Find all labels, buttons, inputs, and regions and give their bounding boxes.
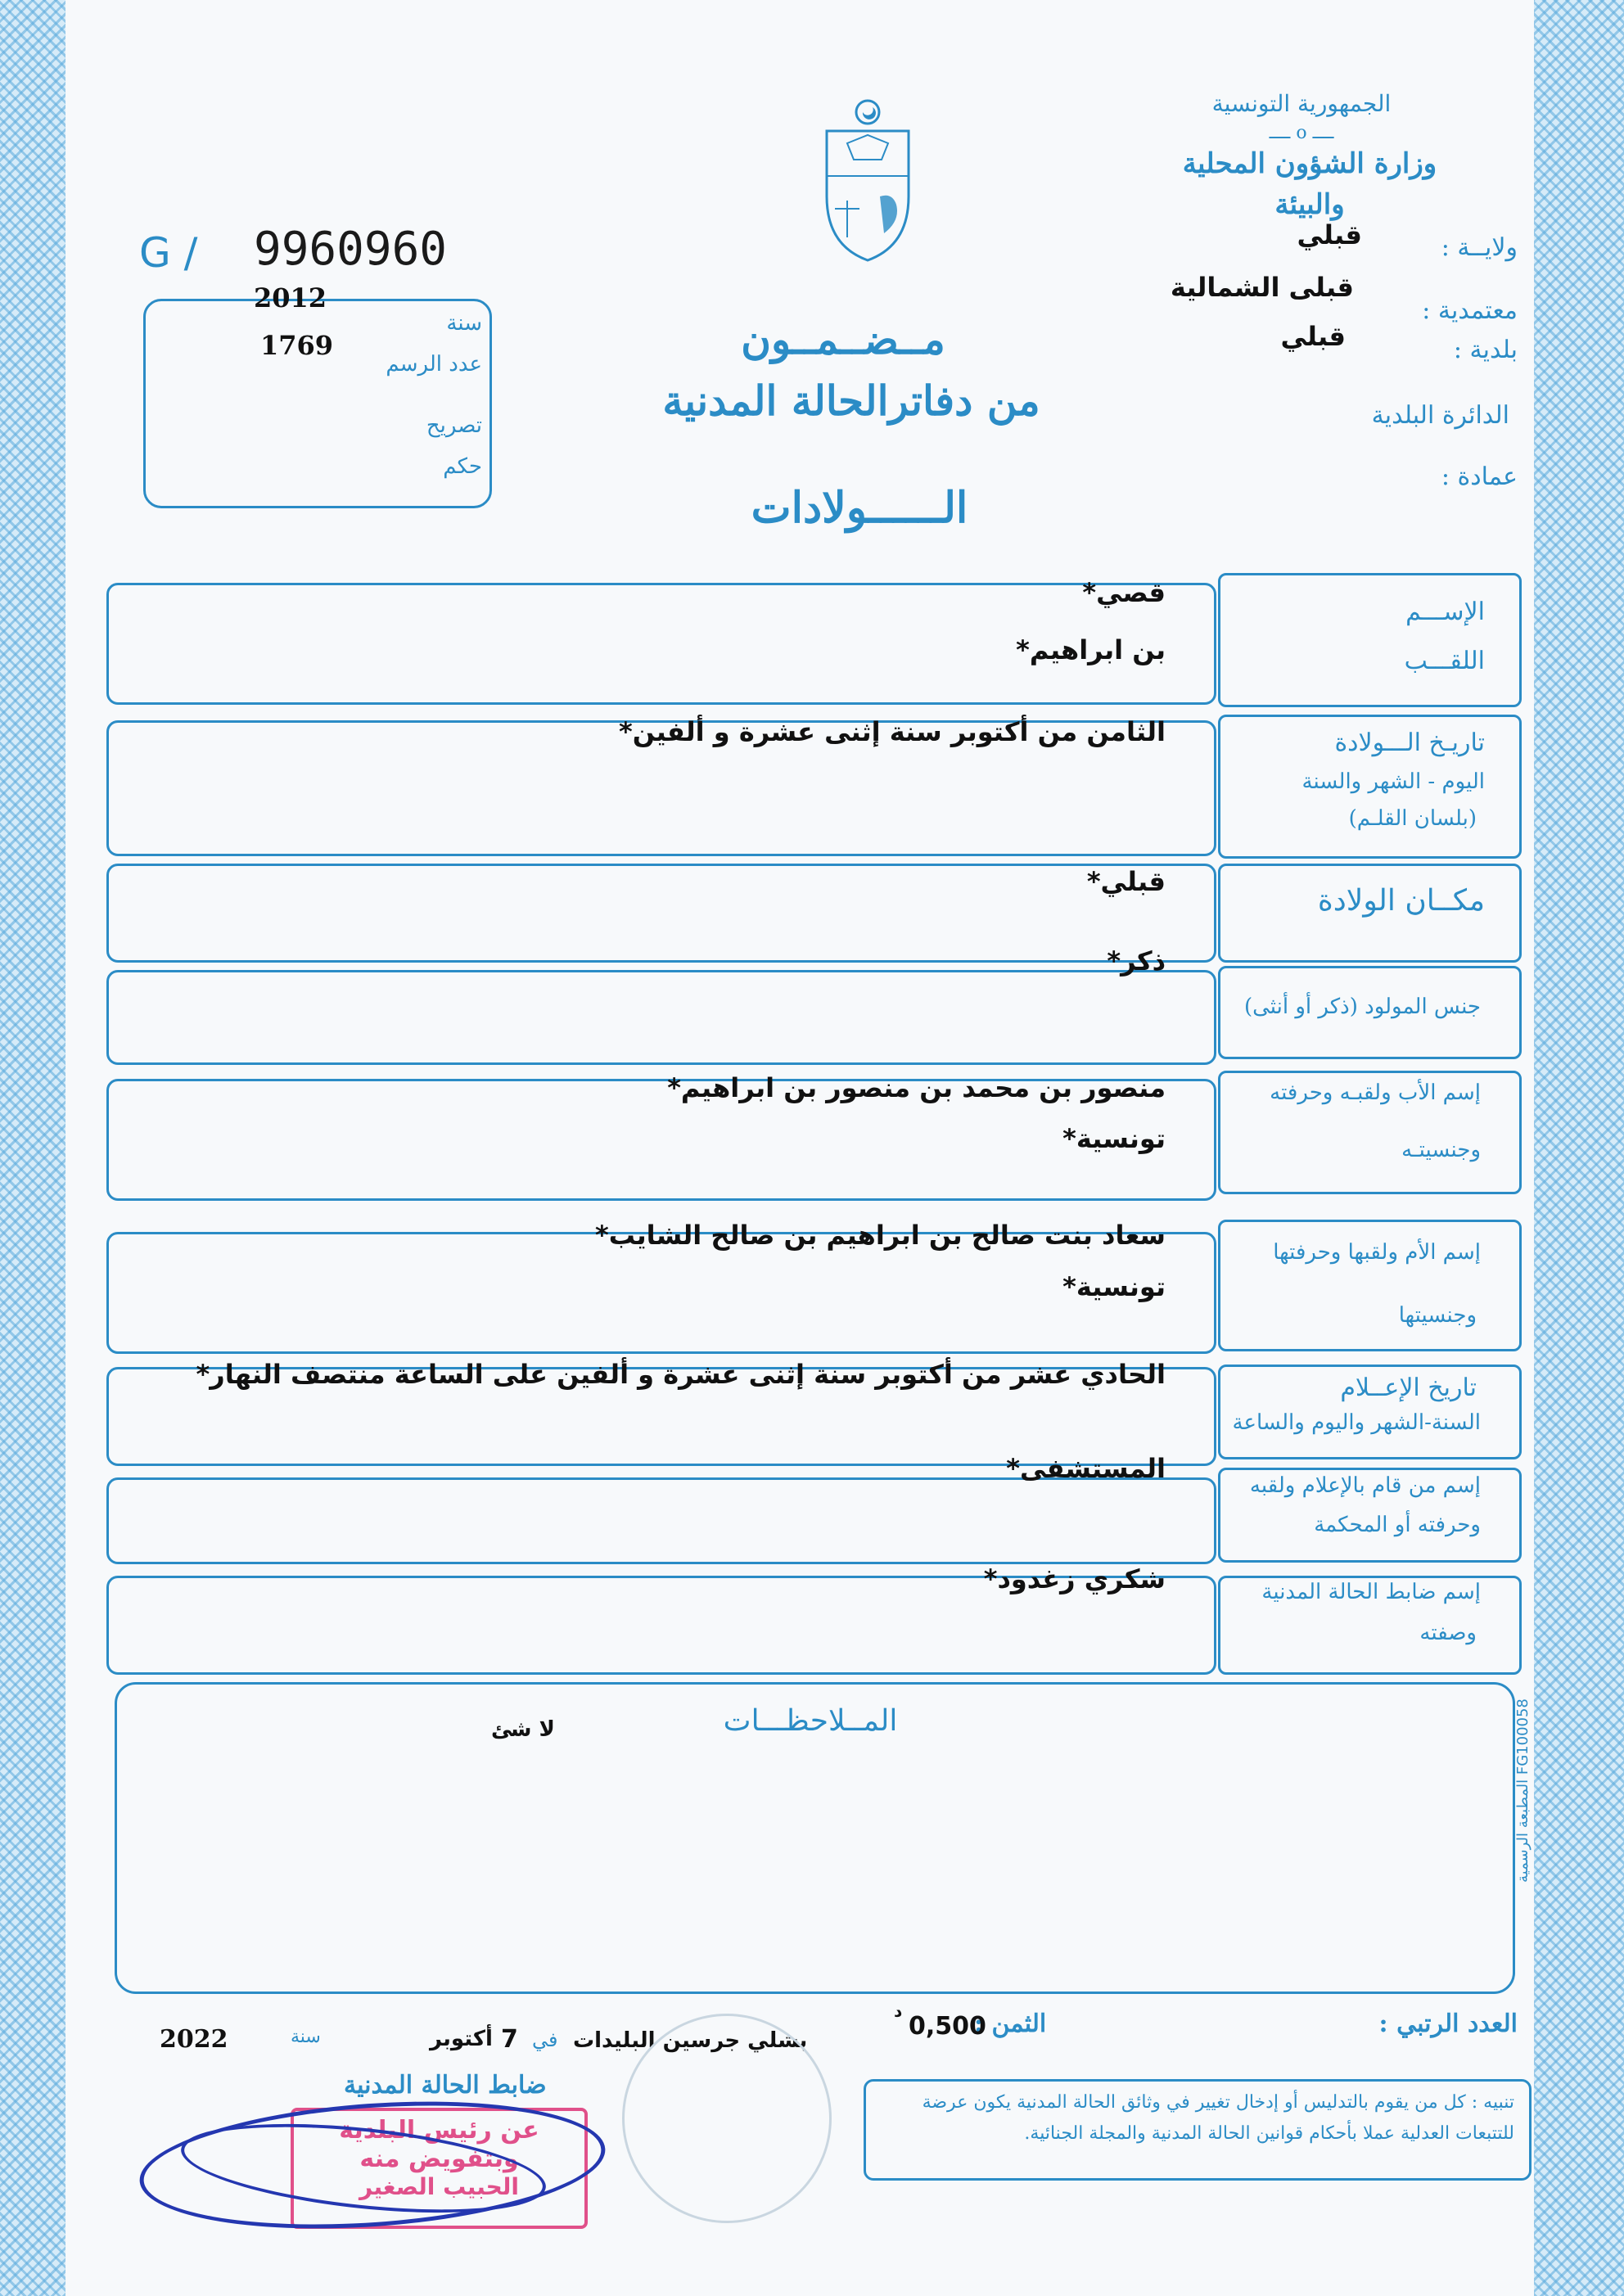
mother-value: سعاد بنت صالح بن ابراهيم بن صالح الشايب* <box>595 1220 1166 1251</box>
sex-label: جنس المولود (ذكر أو أنثى) <box>1243 995 1481 1019</box>
wilaya-value: قبلي <box>1297 219 1362 250</box>
motamadiya-value: قبلى الشمالية <box>1170 272 1354 303</box>
in-label: في <box>532 2028 558 2051</box>
notes-value: لا شئ <box>491 1717 555 1742</box>
name-label: الإســـم <box>1405 598 1485 626</box>
birth-place-label: مكــان الولادة <box>1317 884 1485 918</box>
issue-day: 7 <box>501 2025 518 2054</box>
father-nationality-label: وجنسيتـه <box>1401 1138 1481 1162</box>
serial-number-label: العدد الرتبي : <box>1378 2010 1518 2038</box>
omda-label: عمادة : <box>1441 462 1518 491</box>
father-value: منصور بن محمد بن منصور بن ابراهيم* <box>667 1072 1166 1103</box>
birth-date-sublabel: اليوم - الشهر والسنة <box>1301 769 1485 794</box>
header-ornament: ــــ o ــــ <box>1269 123 1334 143</box>
motamadiya-label: معتمدية : <box>1422 296 1518 325</box>
registry-title: من دفاترالحالة المدنية <box>662 377 1040 425</box>
section-title-births: الــــــولادات <box>751 483 968 533</box>
officer-title: ضابط الحالة المدنية <box>344 2071 547 2100</box>
declarant-sublabel: وحرفته أو المحكمة <box>1314 1513 1481 1537</box>
sex-value-box <box>106 970 1216 1065</box>
serial-prefix: G / <box>139 229 198 277</box>
municipal-district-label: الدائرة البلدية <box>1371 401 1509 430</box>
issue-year: 2022 <box>160 2025 228 2054</box>
year-label: سنة <box>446 311 482 336</box>
sex-value: ذكر* <box>1107 945 1166 977</box>
birth-date-hint: (بلسان القلـم) <box>1348 806 1477 831</box>
baladiya-label: بلدية : <box>1453 336 1518 364</box>
name-label-box <box>1218 573 1522 707</box>
officer-label: إسم ضابط الحالة المدنية <box>1261 1580 1481 1604</box>
ministry-name: وزارة الشؤون المحلية <box>1182 147 1437 180</box>
birth-place-value-box <box>106 864 1216 963</box>
birth-place-value: قبلي* <box>1086 866 1166 897</box>
father-nationality-value: تونسية* <box>1062 1123 1166 1154</box>
ministry-name-2: والبيئة <box>1274 188 1345 221</box>
issue-place: بشلي جرسين البليدات <box>573 2028 808 2053</box>
republic-name: الجمهورية التونسية <box>1211 90 1392 117</box>
declarant-value-box <box>106 1477 1216 1564</box>
price-unit: د <box>894 2001 903 2021</box>
act-number-label: عدد الرسم <box>386 352 482 377</box>
name-value: قصي* <box>1082 577 1166 608</box>
print-code: FG100058 المطبعة الرسمية <box>1514 1698 1532 1883</box>
issue-year-label: سنة <box>291 2027 321 2047</box>
declaration-type-label: تصريح <box>426 413 482 438</box>
extract-title: مــضــمــون <box>741 315 945 363</box>
round-seal <box>622 2014 832 2223</box>
baladiya-value: قبلي <box>1280 321 1346 352</box>
officer-sublabel: وصفته <box>1419 1621 1477 1645</box>
declarant-value: المستشفى* <box>1006 1453 1166 1484</box>
notes-title: المــلاحظـــات <box>723 1704 898 1738</box>
left-guilloche-border <box>0 0 65 2296</box>
issue-month: أكتوبر <box>430 2027 493 2051</box>
stamp-line-3: الحبيب الصغير <box>359 2173 519 2200</box>
stamp-line-1: عن رئيس البلدية <box>339 2116 539 2145</box>
act-number-value: 1769 <box>260 330 334 361</box>
serial-number: 9960960 <box>254 223 448 276</box>
surname-value: بن ابراهيم* <box>1016 634 1166 665</box>
right-guilloche-border <box>1534 0 1624 2296</box>
declarant-label: إسم من قام بالإعلام ولقبه <box>1249 1473 1481 1498</box>
mother-nationality-label: وجنسيتها <box>1398 1303 1477 1328</box>
mother-label: إسم الأم ولقبها وحرفتها <box>1273 1240 1481 1265</box>
year-value: 2012 <box>254 282 327 314</box>
price-label: الثمن : <box>974 2010 1047 2038</box>
declaration-date-value: الحادي عشر من أكتوبر سنة إثنى عشرة و ألفين على الساعة منتصف النهار* <box>196 1359 1166 1390</box>
stamp-line-2: وبتفويض منه <box>359 2145 519 2173</box>
legal-warning: تنبيه : كل من يقوم بالتدليس أو إدخال تغيير في وثائق الحالة المدنية يكون عرضة للتتبعات العدلية عملا بأحكام قوانين الحالة المدنية والمجلة الجنائية. <box>922 2092 1514 2144</box>
surname-label: اللقـــب <box>1404 647 1485 675</box>
mother-nationality-value: تونسية* <box>1062 1271 1166 1302</box>
judgment-type-label: حكم <box>443 454 482 479</box>
wilaya-label: ولايــة : <box>1441 233 1518 262</box>
officer-value: شكري زغدود* <box>983 1563 1166 1595</box>
birth-date-value: الثامن من أكتوبر سنة إثنى عشرة و ألفين* <box>619 716 1166 747</box>
coat-of-arms-icon <box>810 94 925 266</box>
birth-date-label: تاريـخ الـــولادة <box>1334 728 1485 757</box>
declaration-date-label: تاريخ الإعــلام <box>1340 1374 1477 1402</box>
father-label: إسم الأب ولقبـه وحرفته <box>1270 1080 1481 1105</box>
declaration-date-sublabel: السنة-الشهر واليوم والساعة <box>1232 1410 1481 1435</box>
price-value: 0,500 <box>909 2012 986 2041</box>
